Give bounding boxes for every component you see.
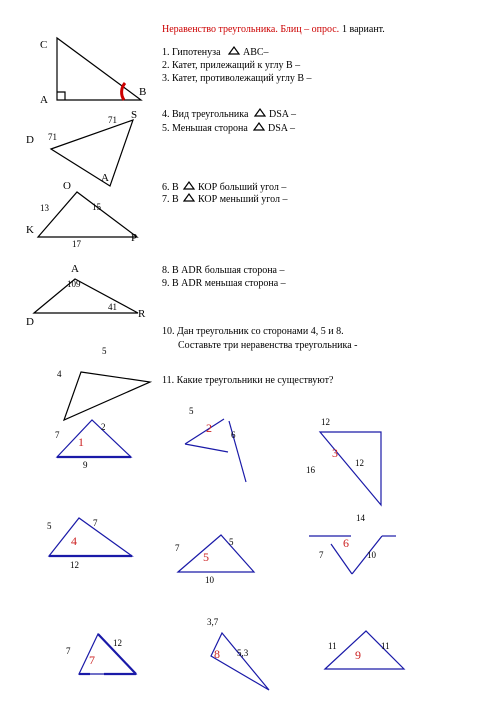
side-label: 10 xyxy=(205,575,214,585)
question-9: 9. В ADR меньшая сторона – xyxy=(162,278,286,289)
side-label: 7 xyxy=(55,430,60,440)
task-triangle-5 xyxy=(175,535,254,585)
vertex-a-label: A xyxy=(40,94,48,106)
question-4: 4. Вид треугольника xyxy=(162,109,249,120)
angle-b-arc-icon xyxy=(122,83,125,100)
triangle-symbol-icon xyxy=(255,109,265,116)
triangle-number: 4 xyxy=(71,534,77,548)
question-6-triangle: КОР больший угол – xyxy=(198,182,287,193)
task-triangle-9 xyxy=(325,631,404,669)
side-label: 16 xyxy=(306,465,315,475)
vertex-k-label: K xyxy=(26,224,34,236)
question-7: 7. В xyxy=(162,194,179,205)
triangle-symbol-icon xyxy=(229,47,239,54)
figure-triangle-4-5-8 xyxy=(57,346,150,420)
vertex-p-label: P xyxy=(131,232,138,244)
figure-right-triangle-abc xyxy=(40,38,146,106)
vertex-d-label: D xyxy=(26,316,34,328)
side-label: 5 xyxy=(47,521,52,531)
side-kp-label: 17 xyxy=(72,239,81,249)
side-label: 5 xyxy=(189,406,194,416)
side-label: 2 xyxy=(101,422,106,432)
triangle-number: 9 xyxy=(355,648,361,662)
triangle-number: 3 xyxy=(332,446,338,460)
side-op-label: 15 xyxy=(92,202,101,212)
question-7-triangle: КОР меньший угол – xyxy=(198,194,288,205)
side-label: 12 xyxy=(355,458,364,468)
side-label: 12 xyxy=(321,417,330,427)
side-label: 3,7 xyxy=(207,617,219,627)
triangle-number: 5 xyxy=(203,550,209,564)
side-label: 11 xyxy=(381,641,390,651)
question-10-task: Составьте три неравенства треугольника - xyxy=(178,340,358,351)
side-label: 14 xyxy=(356,513,365,523)
task-triangle-6 xyxy=(309,513,396,574)
triangle-number: 2 xyxy=(206,421,212,435)
side-label: 12 xyxy=(70,560,79,570)
side-label: 12 xyxy=(113,638,122,648)
task-triangle-8 xyxy=(207,617,269,690)
figure-triangle-adr xyxy=(26,263,146,328)
variant-label: 1 вариант. xyxy=(342,24,385,35)
vertex-r-label: R xyxy=(138,308,146,320)
task-triangle-4 xyxy=(47,518,132,570)
vertex-s-label: S xyxy=(131,109,138,121)
figure-triangle-kop xyxy=(26,180,137,249)
question-11: 11. Какие треугольники не существуют? xyxy=(162,375,334,386)
task-triangle-3 xyxy=(306,417,381,505)
side-label: 6 xyxy=(231,430,236,440)
task-triangle-2 xyxy=(185,406,246,482)
question-1-triangle: ABC– xyxy=(243,47,269,58)
triangle-number: 1 xyxy=(78,435,84,449)
side-label: 5 xyxy=(229,537,234,547)
worksheet-title: Неравенство треугольника. Блиц – опрос. xyxy=(162,24,340,35)
question-4-triangle: DSA – xyxy=(269,109,296,120)
triangle-number: 8 xyxy=(214,647,220,661)
vertex-d-label: D xyxy=(26,134,34,146)
triangle-symbol-icon xyxy=(184,182,194,189)
side-5-label: 5 xyxy=(102,346,107,356)
vertex-c-label: C xyxy=(40,39,48,51)
question-5: 5. Меньшая сторона xyxy=(162,123,248,134)
angle-d-label: 71 xyxy=(48,132,57,142)
side-label: 9 xyxy=(83,460,88,470)
side-ds-label: 71 xyxy=(108,115,117,125)
side-label: 11 xyxy=(328,641,337,651)
triangle-symbol-icon xyxy=(184,194,194,201)
vertex-a-label: A xyxy=(71,263,79,275)
side-label: 7 xyxy=(93,518,98,528)
side-ko-label: 13 xyxy=(40,203,49,213)
question-6: 6. В xyxy=(162,182,179,193)
side-ar-label: 41 xyxy=(108,302,117,312)
side-label: 7 xyxy=(175,543,180,553)
triangle-number: 6 xyxy=(343,536,349,550)
question-10: 10. Дан треугольник со сторонами 4, 5 и 8. xyxy=(162,326,344,337)
angle-a-label: 109 xyxy=(67,279,81,289)
question-8: 8. В ADR большая сторона – xyxy=(162,265,285,276)
question-2: 2. Катет, прилежащий к углу В – xyxy=(162,60,301,71)
side-label: 10 xyxy=(367,550,376,560)
vertex-b-label: B xyxy=(139,86,147,98)
side-label: 5,3 xyxy=(237,648,249,658)
side-4-label: 4 xyxy=(57,369,62,379)
figure-triangle-dsa xyxy=(26,109,137,186)
task-triangle-1 xyxy=(55,420,131,470)
question-1: 1. Гипотенуза xyxy=(162,47,221,58)
vertex-o-label: O xyxy=(63,180,71,192)
triangle-symbol-icon xyxy=(254,123,264,130)
vertex-a-label: A xyxy=(101,172,109,184)
triangle-number: 7 xyxy=(89,653,95,667)
question-3: 3. Катет, противолежащий углу В – xyxy=(162,73,312,84)
question-5-triangle: DSA – xyxy=(268,123,295,134)
side-label: 7 xyxy=(319,550,324,560)
side-label: 7 xyxy=(66,646,71,656)
task-triangle-7 xyxy=(66,634,136,674)
